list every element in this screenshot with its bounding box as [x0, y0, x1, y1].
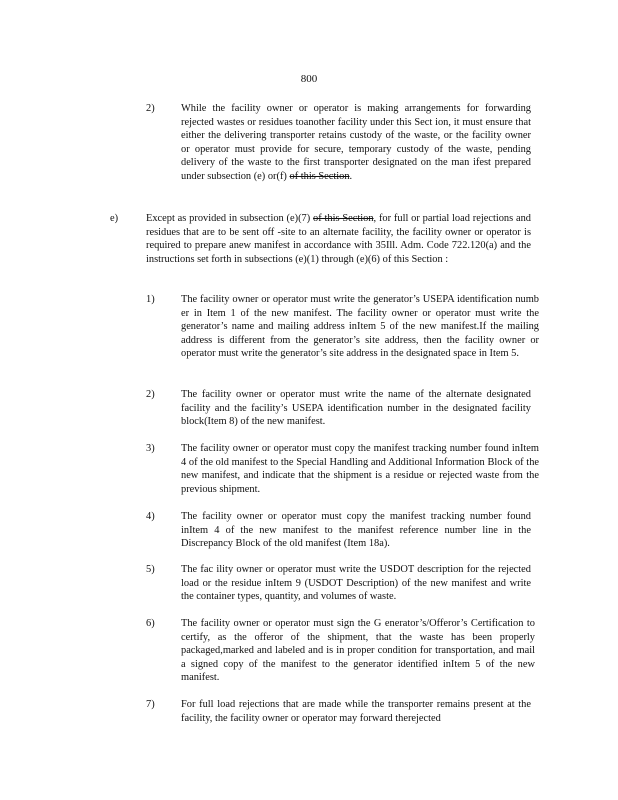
item-marker: 4) [146, 511, 155, 522]
item-text [181, 102, 531, 184]
item-marker: 6) [146, 618, 155, 629]
item-marker: 3) [146, 443, 155, 454]
subsection-marker: e) [110, 213, 119, 224]
subsection-text [146, 212, 531, 266]
item-text: The facility owner or operator must copy the manifest tracking number found inItem 4 of the old manifest to the Special Handling and Additional Information Block of the new manifest, and indicate that the shipment is a residue or rejected waste from the previous shipment. [181, 443, 539, 495]
item-marker: 2) [146, 389, 155, 400]
page-number: 800 [300, 73, 318, 85]
item-marker: 5) [146, 564, 155, 575]
item-text: The facility owner or operator must write the generator’s USEPA identification numb er in Item 1 of the new manifest. The facility owner or operator must write the generator’s name and mailing address inItem 5 of the new manifest.If the mailing address is different from the generator’s site address, then the facility owner or operator must write the generator’s site address in the designated space in Item 5. [181, 294, 539, 360]
item-text: The facility owner or operator must sign the G enerator’s/Offeror’s Certification to certify, as the offeror of the shipment, that the waste has been properly packaged,marked and labeled and is in proper condition for transportation, and mail a signed copy of the manifest to the generator identified inItem 5 of the new manifest. [181, 618, 535, 684]
subsection-body-b: , for full or partial load rejections and residues that are to be sent off -site to an alternate facility, the facility owner or operator is required to prepare anew manifest in accordance with 35Ill. Adm. Code 722.120(a) and the instructions set forth in subsections (e)(1) through (e)(6) of this Section : [146, 213, 531, 265]
item-end: . [349, 170, 353, 182]
struck-text: of this Section [289, 170, 350, 182]
subsection-body-a: Except as provided in subsection (e)(7) [146, 213, 311, 224]
item-marker: 2) [146, 103, 155, 114]
item-marker: 1) [146, 294, 155, 305]
item-body: While the facility owner or operator is making arrangements for forwarding rejected wastes or residues toanother facility under this Sect ion, it must ensure that either the delivering transporter retains custody of the waste, or the facility owner or operator must provide for secure, temporary custody of the waste, pending delivery of the waste to the first transporter designated on the man ifest prepared under subsection (e) or(f) [181, 103, 531, 182]
item-text: The facility owner or operator must write the name of the alternate designated facility and the facility’s USEPA identification number in the designated facility block(Item 8) of the new manifest. [181, 389, 531, 428]
item-text: For full load rejections that are made while the transporter remains present at the facility, the facility owner or operator may forward therejected [181, 699, 531, 724]
item-text: The facility owner or operator must copy the manifest tracking number found inItem 4 of the new manifest to the manifest reference number line in the Discrepancy Block of the old manifest (Item 18a). [181, 511, 531, 550]
item-text: The fac ility owner or operator must write the USDOT description for the rejected load or the residue inItem 9 (USDOT Description) of the new manifest and write the container types, quantity, and volumes of waste. [181, 564, 531, 603]
item-marker: 7) [146, 699, 155, 710]
struck-text: of this Section [313, 213, 374, 224]
